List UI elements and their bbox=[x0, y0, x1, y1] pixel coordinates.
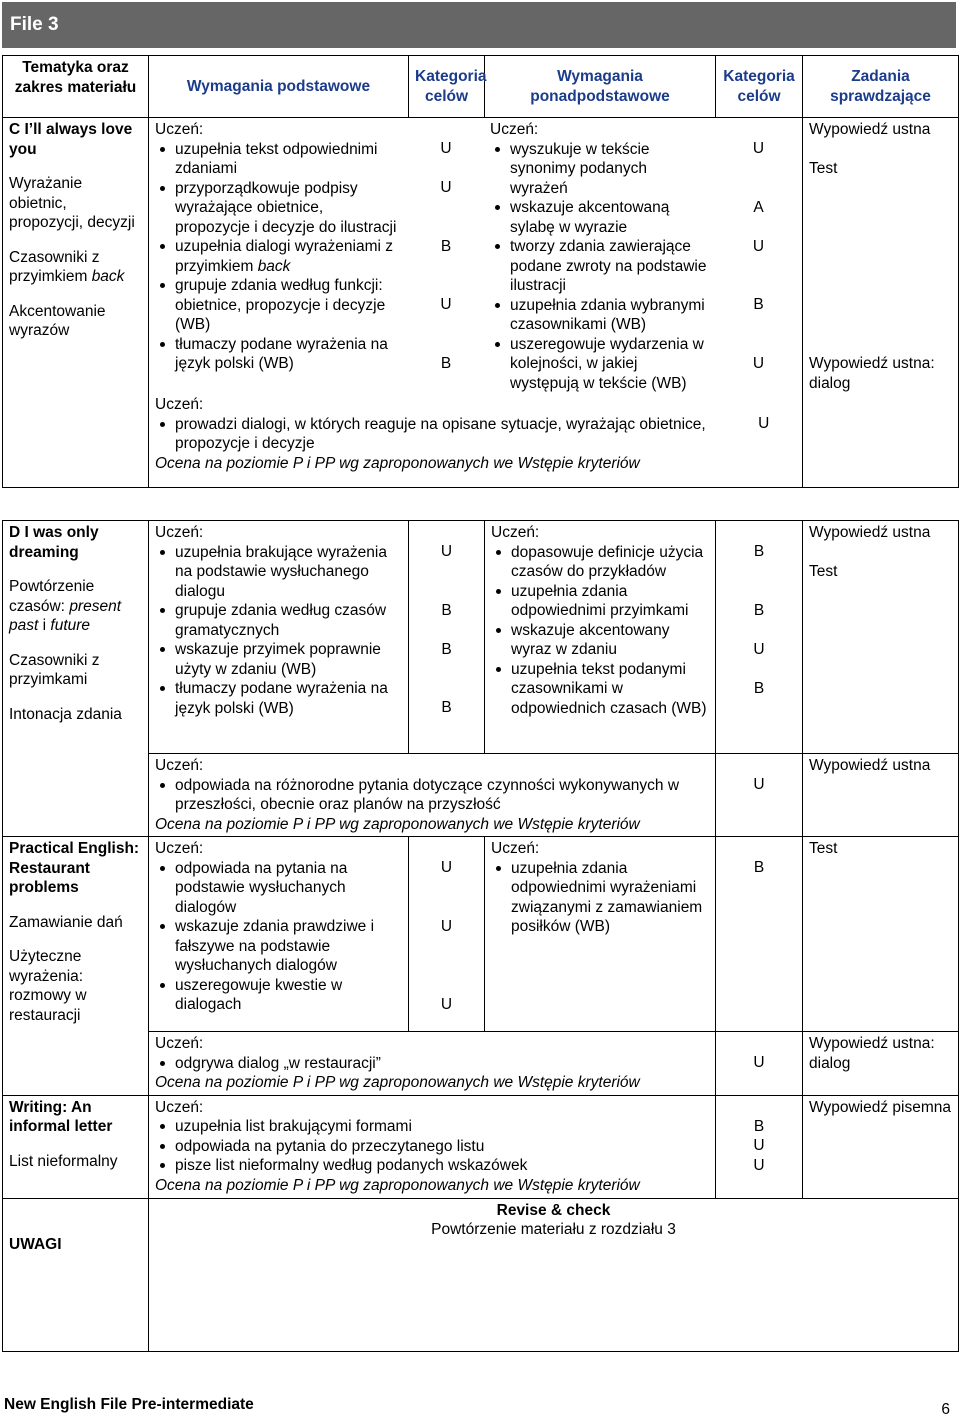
uczen-label: Uczeń: bbox=[155, 524, 204, 541]
list-item: przyporządkowuje podpisy wyrażające obietnice, propozycje i decyzje do ilustracji bbox=[175, 179, 402, 238]
column-headers bbox=[3, 56, 959, 118]
section2-extra-cat: U bbox=[716, 754, 803, 837]
section3-extra-task: Wypowiedź ustna: dialog bbox=[803, 1032, 959, 1096]
section1-topic-0: Wyrażanie obietnic, propozycji, decyzji bbox=[9, 175, 135, 231]
list-item: odpowiada na pytania do przeczytanego listu bbox=[175, 1137, 709, 1157]
list-item: dopasowuje definicje użycia czasów do przykładów bbox=[511, 543, 709, 582]
section2-adv-cats: B B U B bbox=[716, 521, 803, 754]
section2-topic-a: Powtórzenie czasów: present past i future bbox=[9, 578, 122, 634]
list-item: uzupełnia zdania wybranymi czasownikami (WB) bbox=[510, 296, 709, 335]
revise-subtitle: Powtórzenie materiału z rozdziału 3 bbox=[431, 1221, 676, 1238]
list-item: tłumaczy podane wyrażenia na język polski (WB) bbox=[175, 335, 402, 374]
header-tasks: Zadania sprawdzające bbox=[803, 56, 959, 118]
section3-extra-cat: U bbox=[716, 1032, 803, 1096]
section3-row bbox=[3, 837, 959, 1032]
section3-basic bbox=[149, 837, 409, 1032]
section3-extra bbox=[149, 1032, 716, 1096]
uczen-label: Uczeń: bbox=[155, 396, 204, 413]
uczen-label: Uczeń: bbox=[155, 757, 204, 774]
section4-content bbox=[149, 1095, 716, 1198]
list-item: uzupełnia dialogi wyrażeniami z przyimkiem back bbox=[175, 237, 402, 276]
file-title: File 3 bbox=[10, 14, 59, 35]
section4-row bbox=[3, 1095, 959, 1198]
section1-topic bbox=[3, 118, 149, 488]
list-item: wskazuje akcentowaną sylabę w wyrazie bbox=[510, 198, 709, 237]
list-item: uzupełnia zdania odpowiednimi przyimkami bbox=[511, 582, 709, 621]
section1-content bbox=[149, 118, 803, 488]
uczen-label: Uczeń: bbox=[491, 840, 540, 857]
section2-title: D I was only dreaming bbox=[9, 524, 99, 561]
section2-topic-b: Czasowniki z przyimkami bbox=[9, 651, 100, 688]
section4-title: Writing: An informal letter bbox=[9, 1098, 113, 1135]
section2-extra-task: Wypowiedź ustna bbox=[803, 754, 959, 837]
section4-topic bbox=[3, 1095, 149, 1198]
section1-extra-task: Wypowiedź ustna: dialog bbox=[809, 355, 935, 392]
list-item: wskazuje akcentowany wyraz w zdaniu bbox=[511, 621, 709, 660]
file-header bbox=[2, 2, 956, 48]
list-item: grupuje zdania według czasów gramatycznych bbox=[175, 601, 402, 640]
list-item: tworzy zdania zawierające podane zwroty na podstawie ilustracji bbox=[510, 237, 709, 296]
page-number: 6 bbox=[941, 1401, 950, 1418]
table-section-d bbox=[2, 520, 959, 1352]
uczen-label: Uczeń: bbox=[491, 524, 540, 541]
section3-topic-a: Zamawianie dań bbox=[9, 913, 123, 931]
table-section-c bbox=[2, 55, 959, 488]
header-basic: Wymagania podstawowe bbox=[149, 56, 409, 118]
list-item: uzupełnia tekst podanymi czasownikami w odpowiednich czasach (WB) bbox=[511, 660, 709, 719]
assessment-note: Ocena na poziomie P i PP wg zaproponowanych we Wstępie kryteriów bbox=[155, 1074, 640, 1091]
list-item: uzupełnia list brakującymi formami bbox=[175, 1117, 709, 1137]
remarks-cell bbox=[3, 1198, 149, 1351]
list-item: uszeregowuje wydarzenia w kolejności, w jakiej występują w tekście (WB) bbox=[510, 335, 709, 394]
section4-cats: B U U bbox=[716, 1095, 803, 1198]
list-item: wskazuje zdania prawdziwe i fałszywe na podstawie wysłuchanych dialogów bbox=[175, 917, 402, 976]
section4-task: Wypowiedź pisemna bbox=[803, 1095, 959, 1198]
section1-tasks: Wypowiedź ustna Test Wypowiedź ustna: dialog bbox=[803, 118, 959, 488]
section2-topic-c: Intonacja zdania bbox=[9, 705, 122, 723]
section3-adv-cats: B bbox=[716, 837, 803, 1032]
list-item: uzupełnia brakujące wyrażenia na podstawie wysłuchanego dialogu bbox=[175, 543, 402, 602]
list-item: pisze list nieformalny według podanych wskazówek bbox=[175, 1156, 709, 1176]
uczen-label: Uczeń: bbox=[155, 121, 204, 138]
assessment-note: Ocena na poziomie P i PP wg zaproponowanych we Wstępie kryteriów bbox=[155, 815, 640, 833]
section1-adv-cats: U A U B U bbox=[752, 140, 765, 372]
footer-book-title: New English File Pre-intermediate bbox=[4, 1396, 254, 1413]
section3-basic-cats: U U U bbox=[409, 837, 485, 1032]
uczen-label: Uczeń: bbox=[155, 1035, 204, 1052]
section4-topic-a: List nieformalny bbox=[9, 1152, 118, 1170]
assessment-note: Ocena na poziomie P i PP wg zaproponowanych we Wstępie kryteriów bbox=[155, 454, 640, 472]
section1-extra-cat: U bbox=[758, 415, 770, 432]
header-cat2: Kategoria celów bbox=[716, 56, 803, 118]
remarks-label: UWAGI bbox=[9, 1235, 62, 1253]
section2-tasks: Wypowiedź ustna Test bbox=[803, 521, 959, 754]
section3-tasks: Test bbox=[803, 837, 959, 1032]
section1-topic-1: Czasowniki z przyimkiem back bbox=[9, 248, 125, 285]
section2-row bbox=[3, 521, 959, 754]
section3-topic bbox=[3, 837, 149, 1096]
revise-row bbox=[3, 1198, 959, 1351]
list-item: odpowiada na pytania na podstawie wysłuchanych dialogów bbox=[175, 859, 402, 918]
section1-topic-3: Akcentowanie wyrazów bbox=[9, 302, 106, 339]
section1-title: C I’ll always love you bbox=[9, 121, 133, 158]
header-cat1: Kategoria celów bbox=[409, 56, 485, 118]
section2-advanced bbox=[485, 521, 716, 754]
uczen-label: Uczeń: bbox=[155, 840, 204, 857]
section2-basic-cats: U B B B bbox=[409, 521, 485, 754]
list-item: grupuje zdania według funkcji: obietnice, propozycje i decyzje (WB) bbox=[175, 276, 402, 335]
list-item: wskazuje przyimek poprawnie użyty w zdaniu (WB) bbox=[175, 640, 402, 679]
header-advanced: Wymagania ponadpodstawowe bbox=[485, 56, 716, 118]
section2-extra bbox=[149, 754, 716, 837]
list-item: uzupełnia zdania odpowiednimi wyrażeniami związanymi z zamawianiem posiłków (WB) bbox=[511, 859, 709, 937]
section3-topic-b: Użyteczne wyrażenia: rozmowy w restauracji bbox=[9, 948, 87, 1024]
list-item: prowadzi dialogi, w których reaguje na opisane sytuacje, wyrażając obietnice, propozycje i decyzje bbox=[175, 415, 719, 454]
list-item: uzupełnia tekst odpowiednimi zdaniami bbox=[175, 140, 402, 179]
list-item: tłumaczy podane wyrażenia na język polski (WB) bbox=[175, 679, 402, 718]
revise-title: Revise & check bbox=[496, 1201, 611, 1219]
header-topic: Tematyka oraz zakres materiału bbox=[3, 56, 149, 118]
section3-title: Practical English: Restaurant problems bbox=[9, 840, 140, 896]
section3-advanced bbox=[485, 837, 716, 1032]
uczen-label: Uczeń: bbox=[155, 1098, 204, 1116]
list-item: odgrywa dialog „w restauracji” bbox=[175, 1054, 709, 1074]
section2-basic bbox=[149, 521, 409, 754]
list-item: odpowiada na różnorodne pytania dotyczące czynności wykonywanych w przeszłości, obecnie oraz planów na przyszłość bbox=[175, 776, 709, 815]
revise-cell bbox=[149, 1198, 959, 1351]
list-item: wyszukuje w tekście synonimy podanych wyrażeń bbox=[510, 140, 709, 199]
uczen-label: Uczeń: bbox=[490, 121, 539, 138]
section1-row bbox=[3, 118, 959, 488]
section1-basic-cats: U U B U B bbox=[440, 140, 452, 372]
list-item: uszeregowuje kwestie w dialogach bbox=[175, 976, 402, 1015]
assessment-note: Ocena na poziomie P i PP wg zaproponowanych we Wstępie kryteriów bbox=[155, 1176, 640, 1194]
section2-topic bbox=[3, 521, 149, 837]
